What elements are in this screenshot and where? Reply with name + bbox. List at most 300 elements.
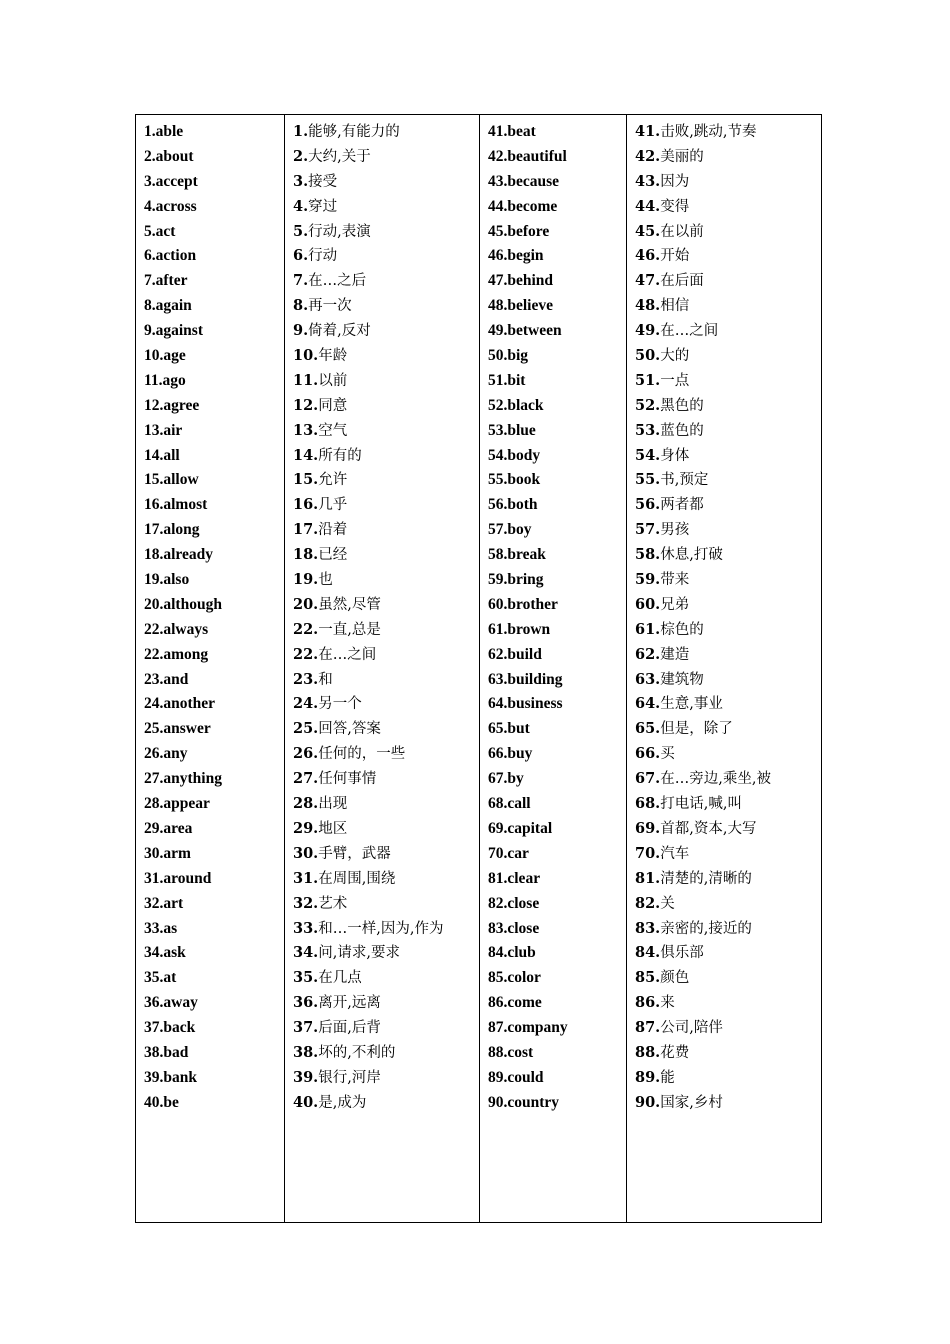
chinese-meaning: 允许: [318, 472, 348, 489]
entry-number: 62.: [488, 645, 508, 663]
chinese-meaning: 大约,关于: [308, 148, 371, 165]
chinese-meaning: 任何的，一些: [318, 746, 406, 763]
english-word: although: [163, 595, 222, 613]
entry-number: 44.: [488, 197, 508, 215]
english-word: before: [507, 222, 550, 240]
entry-number: 54.: [635, 446, 661, 464]
entry-number: 61.: [635, 620, 661, 638]
word-entry: [488, 120, 626, 145]
chinese-meaning: 在以前: [660, 223, 704, 240]
entry-number: 81.: [488, 869, 508, 887]
meaning-entry: [293, 767, 479, 792]
word-entry: [144, 344, 284, 369]
entry-number: 90.: [488, 1093, 508, 1111]
entry-number: 68.: [488, 795, 508, 813]
word-entry: [144, 468, 284, 493]
english-word: boy: [507, 521, 532, 539]
chinese-meaning: 建筑物: [660, 671, 704, 688]
english-word: air: [163, 421, 183, 439]
english-word: color: [507, 969, 541, 987]
entry-number: 87.: [635, 1019, 661, 1037]
chinese-meaning: 在…之间: [660, 323, 719, 340]
english-word: answer: [163, 720, 211, 738]
chinese-meaning: 行动,表演: [308, 223, 371, 240]
chinese-meaning: 带来: [660, 572, 690, 589]
chinese-meaning: 接受: [308, 173, 338, 190]
english-word: because: [507, 172, 560, 190]
entry-number: 6.: [293, 247, 309, 265]
chinese-meaning: 离开,远离: [318, 995, 381, 1012]
chinese-meaning: 也: [318, 572, 333, 589]
chinese-meaning: 沿着: [318, 522, 348, 539]
entry-number: 61.: [488, 620, 508, 638]
chinese-meaning: 已经: [318, 547, 348, 564]
meaning-entry: [293, 120, 479, 145]
english-word: by: [507, 770, 524, 788]
entry-number: 48.: [488, 297, 508, 315]
entry-number: 31.: [293, 869, 319, 887]
word-entry: [488, 543, 626, 568]
entry-number: 44.: [635, 197, 661, 215]
entry-number: 56.: [488, 496, 508, 514]
word-entry: [488, 394, 626, 419]
entry-number: 19.: [144, 571, 164, 589]
word-entry: [488, 493, 626, 518]
entry-number: 32.: [144, 894, 164, 912]
entry-number: 36.: [293, 994, 319, 1012]
chinese-meaning: 公司,陪伴: [660, 1020, 723, 1037]
chinese-meaning: 空气: [318, 422, 348, 439]
meaning-entry: [293, 991, 479, 1016]
entry-number: 13.: [144, 421, 164, 439]
entry-number: 5.: [144, 222, 156, 240]
meaning-entry: [635, 692, 821, 717]
english-word: already: [163, 546, 214, 564]
word-entry: [144, 742, 284, 767]
entry-number: 83.: [635, 919, 661, 937]
word-entry: [144, 244, 284, 269]
entry-number: 1.: [144, 123, 156, 140]
word-entry: [488, 1066, 626, 1091]
chinese-meaning: 打电话,喊,叫: [660, 796, 742, 813]
word-entry: [488, 220, 626, 245]
chinese-meaning: 兄弟: [660, 596, 690, 613]
entry-number: 28.: [144, 795, 164, 813]
word-entry: [144, 394, 284, 419]
entry-number: 47.: [635, 272, 661, 290]
entry-number: 58.: [635, 546, 661, 564]
entry-number: 24.: [293, 695, 319, 713]
entry-number: 18.: [293, 546, 319, 564]
english-word: bad: [163, 1043, 189, 1061]
entry-number: 69.: [488, 819, 508, 837]
meaning-entry: [635, 892, 821, 917]
english-word: book: [507, 471, 541, 489]
meaning-entry: [635, 568, 821, 593]
chinese-meaning: 穿过: [308, 198, 338, 215]
entry-number: 89.: [488, 1068, 508, 1086]
entry-number: 39.: [293, 1068, 319, 1086]
english-word: clear: [507, 869, 541, 887]
english-word: behind: [507, 272, 554, 290]
entry-number: 55.: [635, 471, 661, 489]
word-entry: [144, 444, 284, 469]
english-word: also: [163, 571, 190, 589]
word-entry: [144, 269, 284, 294]
english-word: art: [163, 894, 184, 912]
word-entry: [144, 543, 284, 568]
chinese-meaning: 出现: [318, 796, 348, 813]
entry-number: 42.: [635, 147, 661, 165]
meaning-entry: [635, 269, 821, 294]
chinese-meaning: 在周围,围绕: [318, 870, 396, 887]
entry-number: 10.: [144, 347, 164, 365]
entry-number: 34.: [293, 944, 319, 962]
word-entry: [488, 419, 626, 444]
meaning-entry: [293, 170, 479, 195]
word-entry: [488, 941, 626, 966]
entry-number: 28.: [293, 795, 319, 813]
word-entry: [488, 1016, 626, 1041]
entry-number: 16.: [144, 496, 164, 514]
chinese-meaning: 回答,答案: [318, 721, 381, 738]
entry-number: 84.: [635, 944, 661, 962]
english-word: and: [163, 670, 189, 688]
entry-number: 13.: [293, 421, 319, 439]
entry-number: 51.: [488, 371, 508, 389]
chinese-meaning: 后面,后背: [318, 1020, 381, 1037]
meaning-entry: [293, 1066, 479, 1091]
word-entry: [488, 742, 626, 767]
english-word: at: [163, 969, 177, 987]
entry-number: 43.: [635, 172, 661, 190]
entry-number: 90.: [635, 1093, 661, 1111]
word-entry: [488, 792, 626, 817]
meaning-entry: [635, 344, 821, 369]
chinese-meaning: 任何事情: [318, 771, 377, 788]
chinese-meaning: 亲密的,接近的: [660, 920, 752, 937]
meaning-entry: [635, 643, 821, 668]
entry-number: 7.: [144, 272, 156, 290]
word-entry: [144, 991, 284, 1016]
english-word: break: [507, 546, 546, 564]
word-entry: [488, 767, 626, 792]
word-entry: [144, 792, 284, 817]
meaning-entry: [293, 692, 479, 717]
english-word: back: [163, 1019, 196, 1037]
meaning-entry: [293, 668, 479, 693]
meaning-entry: [293, 543, 479, 568]
word-entry: [488, 867, 626, 892]
entry-number: 33.: [293, 919, 319, 937]
english-word: business: [507, 695, 563, 713]
entry-number: 86.: [635, 994, 661, 1012]
entry-number: 41.: [635, 123, 661, 140]
entry-number: 50.: [488, 347, 508, 365]
meaning-entry: [635, 742, 821, 767]
entry-number: 40.: [144, 1093, 164, 1111]
english-word: close: [507, 919, 540, 937]
english-word: almost: [163, 496, 208, 514]
english-word: appear: [163, 795, 210, 813]
english-word: ask: [163, 944, 186, 962]
entry-number: 15.: [144, 471, 164, 489]
entry-number: 35.: [144, 969, 164, 987]
entry-number: 6.: [144, 247, 156, 265]
entry-number: 53.: [488, 421, 508, 439]
entry-number: 49.: [635, 322, 661, 340]
word-entry: [488, 518, 626, 543]
meaning-entry: [293, 419, 479, 444]
entry-number: 82.: [488, 894, 508, 912]
chinese-meaning: 年龄: [318, 348, 348, 365]
english-word: among: [163, 645, 209, 663]
entry-number: 70.: [635, 844, 661, 862]
english-word: club: [507, 944, 536, 962]
entry-number: 1.: [293, 123, 309, 140]
meaning-entry: [293, 1041, 479, 1066]
english-word: black: [507, 396, 544, 414]
chinese-meaning: 清楚的,清晰的: [660, 870, 752, 887]
word-entry: [488, 618, 626, 643]
entry-number: 56.: [635, 496, 661, 514]
entry-number: 53.: [635, 421, 661, 439]
entry-number: 45.: [635, 222, 661, 240]
word-entry: [488, 319, 626, 344]
english-word: bank: [163, 1068, 197, 1086]
english-word: action: [155, 247, 197, 265]
english-word: bit: [507, 371, 526, 389]
word-entry: [144, 892, 284, 917]
entry-number: 50.: [635, 347, 661, 365]
entry-number: 65.: [635, 720, 661, 738]
chinese-meaning: 是,成为: [318, 1094, 367, 1111]
entry-number: 63.: [635, 670, 661, 688]
english-word: but: [507, 720, 530, 738]
chinese-meaning: 在几点: [318, 970, 362, 987]
chinese-meaning: 开始: [660, 248, 690, 265]
entry-number: 31.: [144, 869, 164, 887]
meaning-entry: [635, 145, 821, 170]
english-word: another: [163, 695, 216, 713]
entry-number: 5.: [293, 222, 309, 240]
entry-number: 10.: [293, 347, 319, 365]
english-word: ago: [162, 371, 186, 389]
word-entry: [144, 817, 284, 842]
entry-number: 11.: [144, 371, 163, 389]
word-entry: [144, 145, 284, 170]
entry-number: 57.: [488, 521, 508, 539]
word-entry: [488, 917, 626, 942]
english-word: come: [507, 994, 542, 1012]
entry-number: 65.: [488, 720, 508, 738]
entry-number: 24.: [144, 695, 164, 713]
chinese-meaning: 在…之间: [318, 646, 377, 663]
entry-number: 85.: [635, 969, 661, 987]
entry-number: 84.: [488, 944, 508, 962]
entry-number: 45.: [488, 222, 508, 240]
meaning-entry: [635, 319, 821, 344]
entry-number: 46.: [488, 247, 508, 265]
entry-number: 67.: [635, 770, 661, 788]
chinese-meanings-column-1: [285, 115, 480, 1223]
entry-number: 4.: [293, 197, 309, 215]
meaning-entry: [293, 867, 479, 892]
meaning-entry: [635, 842, 821, 867]
chinese-meaning: 在后面: [660, 273, 704, 290]
entry-number: 9.: [293, 322, 309, 340]
entry-number: 57.: [635, 521, 661, 539]
entry-number: 12.: [144, 396, 164, 414]
entry-number: 70.: [488, 844, 508, 862]
english-word: able: [155, 123, 184, 140]
word-entry: [488, 966, 626, 991]
english-word: capital: [507, 819, 553, 837]
word-entry: [488, 1041, 626, 1066]
meaning-entry: [635, 1091, 821, 1116]
word-entry: [144, 369, 284, 394]
english-word: body: [507, 446, 541, 464]
chinese-meaning: 艺术: [318, 895, 348, 912]
english-word: company: [507, 1019, 568, 1037]
chinese-meaning: 同意: [318, 397, 348, 414]
chinese-meaning: 地区: [318, 820, 348, 837]
english-word: country: [507, 1093, 560, 1111]
meaning-entry: [635, 518, 821, 543]
entry-number: 11.: [293, 371, 319, 389]
entry-number: 39.: [144, 1068, 164, 1086]
word-entry: [488, 294, 626, 319]
word-entry: [488, 568, 626, 593]
english-word: along: [163, 521, 200, 539]
word-entry: [144, 568, 284, 593]
meaning-entry: [635, 220, 821, 245]
word-entry: [144, 319, 284, 344]
entry-number: 64.: [635, 695, 661, 713]
entry-number: 15.: [293, 471, 319, 489]
meaning-entry: [635, 1066, 821, 1091]
entry-number: 55.: [488, 471, 508, 489]
chinese-meaning: 能够,有能力的: [308, 124, 400, 140]
word-entry: [144, 195, 284, 220]
entry-number: 66.: [488, 745, 508, 763]
entry-number: 83.: [488, 919, 508, 937]
english-word: become: [507, 197, 558, 215]
entry-number: 8.: [293, 297, 309, 315]
word-entry: [488, 991, 626, 1016]
english-word: again: [155, 297, 192, 315]
english-word: away: [163, 994, 198, 1012]
meaning-entry: [635, 444, 821, 469]
english-word: across: [155, 197, 197, 215]
entry-number: 63.: [488, 670, 508, 688]
meaning-entry: [293, 817, 479, 842]
chinese-meaning: 在…之后: [308, 273, 367, 290]
entry-number: 3.: [293, 172, 309, 190]
entry-number: 17.: [144, 521, 164, 539]
meaning-entry: [293, 742, 479, 767]
chinese-meaning: 行动: [308, 248, 338, 265]
meaning-entry: [635, 369, 821, 394]
entry-number: 62.: [635, 645, 661, 663]
word-entry: [144, 1066, 284, 1091]
english-word: area: [163, 819, 193, 837]
entry-number: 17.: [293, 521, 319, 539]
entry-number: 88.: [635, 1043, 661, 1061]
chinese-meaning: 休息,打破: [660, 547, 723, 564]
meaning-entry: [293, 145, 479, 170]
word-entry: [488, 842, 626, 867]
meaning-entry: [635, 1016, 821, 1041]
chinese-meaning: 击败,跳动,节奏: [660, 124, 757, 140]
chinese-meaning: 两者都: [660, 497, 704, 514]
entry-number: 22.: [293, 620, 319, 638]
meaning-entry: [635, 817, 821, 842]
chinese-meaning: 身体: [660, 447, 690, 464]
english-word: accept: [155, 172, 198, 190]
english-word: between: [507, 322, 562, 340]
meaning-entry: [293, 618, 479, 643]
entry-number: 33.: [144, 919, 164, 937]
english-word: any: [163, 745, 188, 763]
meaning-entry: [293, 394, 479, 419]
entry-number: 52.: [488, 396, 508, 414]
chinese-meaning: 一直,总是: [318, 621, 381, 638]
meaning-entry: [635, 767, 821, 792]
meaning-entry: [635, 1041, 821, 1066]
english-word: bring: [507, 571, 544, 589]
english-words-column-2: [480, 115, 627, 1223]
english-word: arm: [163, 844, 191, 862]
chinese-meaning: 首都,资本,大写: [660, 820, 757, 837]
chinese-meaning: 但是，除了: [660, 721, 733, 738]
entry-number: 49.: [488, 322, 508, 340]
chinese-meaning: 再一次: [308, 298, 352, 315]
vocabulary-table: [135, 114, 822, 1223]
english-word: call: [507, 795, 531, 813]
meaning-entry: [635, 792, 821, 817]
english-word: believe: [507, 297, 553, 315]
word-entry: [144, 1041, 284, 1066]
word-entry: [488, 643, 626, 668]
meaning-entry: [635, 170, 821, 195]
word-entry: [488, 468, 626, 493]
chinese-meaning: 书,预定: [660, 472, 709, 489]
entry-number: 35.: [293, 969, 319, 987]
chinese-meaning: 相信: [660, 298, 690, 315]
chinese-meaning: 黑色的: [660, 397, 704, 414]
english-word: all: [163, 446, 180, 464]
meaning-entry: [293, 1091, 479, 1116]
entry-number: 68.: [635, 795, 661, 813]
english-words-column-1: [136, 115, 285, 1223]
entry-number: 3.: [144, 172, 156, 190]
chinese-meaning: 问,请求,要求: [318, 945, 400, 962]
word-entry: [144, 1091, 284, 1116]
chinese-meaning: 男孩: [660, 522, 690, 539]
entry-number: 29.: [144, 819, 164, 837]
english-word: beat: [507, 123, 536, 140]
english-word: against: [155, 322, 203, 340]
entry-number: 42.: [488, 147, 508, 165]
english-word: cost: [507, 1043, 534, 1061]
word-entry: [144, 618, 284, 643]
english-word: after: [155, 272, 188, 290]
chinese-meaning: 俱乐部: [660, 945, 704, 962]
entry-number: 8.: [144, 297, 156, 315]
word-entry: [144, 668, 284, 693]
word-entry: [144, 518, 284, 543]
